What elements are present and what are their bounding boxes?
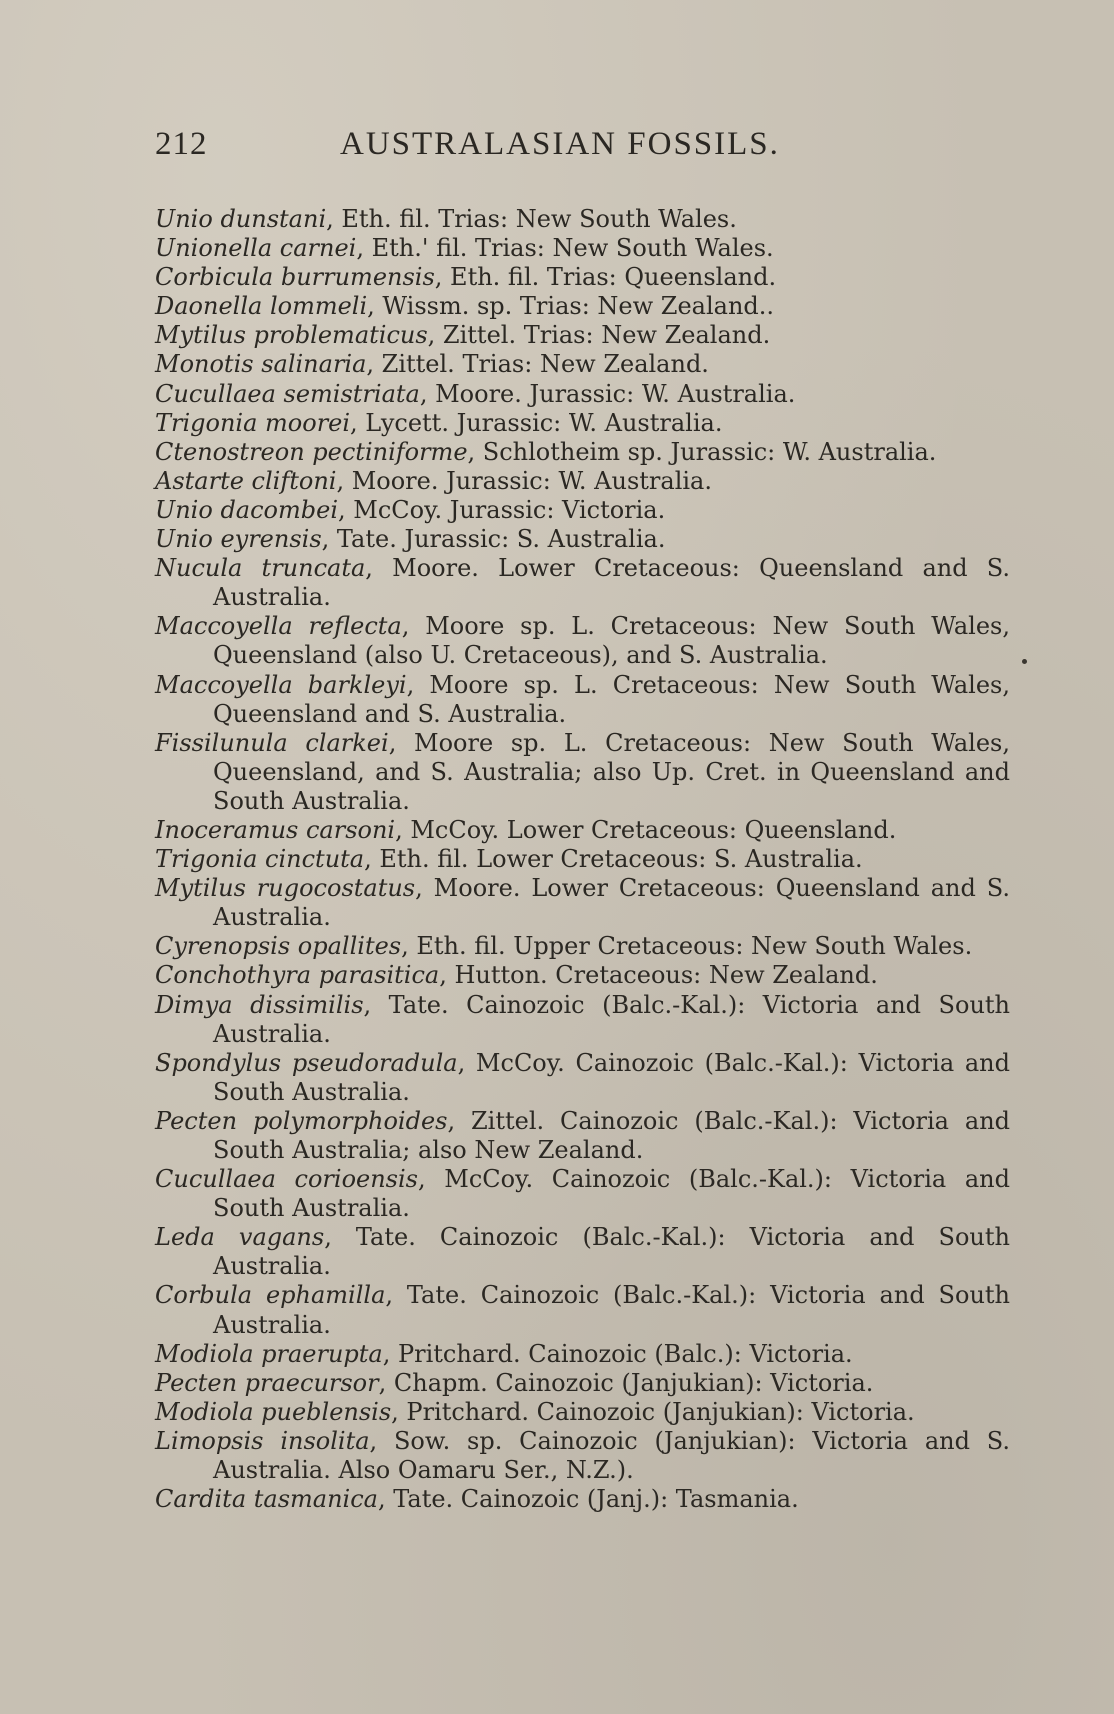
list-item bbox=[155, 1340, 1010, 1369]
species-details: , Moore. Jurassic: W. Australia. bbox=[419, 379, 796, 408]
species-name: Mytilus problematicus bbox=[155, 321, 428, 350]
list-item bbox=[155, 350, 1010, 379]
species-details: , Hutton. Cretaceous: New Zealand. bbox=[439, 961, 878, 990]
species-name: Leda vagans bbox=[155, 1223, 325, 1252]
species-name: Corbicula burrumensis bbox=[155, 263, 435, 292]
species-details: , Sow. sp. Cainozoic (Janjukian): Victoria and S. Australia. Also Oamaru Ser., N.Z.). bbox=[213, 1426, 1010, 1485]
list-item bbox=[155, 438, 1010, 467]
species-name: Monotis salinaria bbox=[155, 350, 367, 379]
species-details: , Tate. Cainozoic (Balc.-Kal.): Victoria and South Australia. bbox=[213, 1281, 1011, 1339]
species-name: Inoceramus carsoni bbox=[155, 815, 396, 844]
species-name: Trigonia moorei bbox=[155, 408, 351, 437]
species-name: Nucula truncata bbox=[155, 554, 366, 583]
species-details: , Moore. Jurassic: W. Australia. bbox=[336, 466, 712, 495]
species-details: , Tate. Cainozoic (Balc.-Kal.): Victoria and South Australia. bbox=[213, 990, 1011, 1048]
species-name: Mytilus rugocostatus bbox=[155, 874, 416, 903]
list-item bbox=[155, 409, 1010, 438]
list-item bbox=[155, 321, 1010, 350]
species-details: , Moore. Lower Cretaceous: Queensland and S. Australia. bbox=[213, 874, 1010, 932]
list-item bbox=[155, 961, 1010, 990]
species-name: Ctenostreon pectiniforme bbox=[155, 437, 468, 466]
list-item bbox=[155, 234, 1010, 263]
species-details: , Eth. fil. Upper Cretaceous: New South Wales. bbox=[401, 932, 973, 961]
list-item bbox=[155, 1369, 1010, 1398]
species-details: , Eth. fil. Lower Cretaceous: S. Australia. bbox=[364, 845, 863, 874]
list-item bbox=[155, 1107, 1010, 1165]
list-item bbox=[155, 496, 1010, 525]
species-details: , Zittel. Trias: New Zealand. bbox=[366, 350, 709, 379]
list-item bbox=[155, 612, 1010, 670]
list-item bbox=[155, 816, 1010, 845]
species-details: , Zittel. Trias: New Zealand. bbox=[427, 321, 771, 350]
list-item bbox=[155, 1223, 1010, 1281]
species-details: , McCoy. Lower Cretaceous: Queensland. bbox=[395, 815, 897, 844]
list-item bbox=[155, 467, 1010, 496]
species-details: , McCoy. Jurassic: Victoria. bbox=[338, 495, 666, 524]
species-details: , Pritchard. Cainozoic (Balc.): Victoria. bbox=[382, 1339, 853, 1368]
list-item bbox=[155, 874, 1010, 932]
species-details: , Moore sp. L. Cretaceous: New South Wales, Queensland, and S. Australia; also Up. Cret. in Queensland and South Australia. bbox=[213, 728, 1010, 815]
list-item bbox=[155, 1398, 1010, 1427]
species-name: Cucullaea semistriata bbox=[155, 379, 420, 408]
species-details: , Tate. Cainozoic (Janj.): Tasmania. bbox=[377, 1485, 799, 1514]
species-details: , McCoy. Cainozoic (Balc.-Kal.): Victoria and South Australia. bbox=[213, 1165, 1010, 1223]
species-name: Conchothyra parasitica bbox=[155, 961, 440, 990]
list-item bbox=[155, 1049, 1010, 1107]
species-name: Cucullaea corioensis bbox=[155, 1165, 418, 1194]
species-name: Daonella lommeli bbox=[155, 292, 368, 321]
species-details: , Schlotheim sp. Jurassic: W. Australia. bbox=[467, 437, 937, 466]
species-name: Spondylus pseudoradula bbox=[155, 1048, 458, 1077]
species-details: , Eth. fil. Trias: New South Wales. bbox=[326, 205, 737, 233]
species-name: Pecten polymorphoides bbox=[155, 1106, 448, 1135]
species-name: Dimya dissimilis bbox=[155, 990, 364, 1019]
list-item bbox=[155, 525, 1010, 554]
species-details: , Eth. fil. Trias: Queensland. bbox=[434, 263, 777, 292]
species-details: , Chapm. Cainozoic (Janjukian): Victoria. bbox=[378, 1368, 874, 1397]
species-name: Limopsis insolita bbox=[155, 1426, 370, 1455]
list-item bbox=[155, 205, 1010, 234]
species-details: , Eth.' fil. Trias: New South Wales. bbox=[356, 234, 774, 263]
species-name: Maccoyella reflecta bbox=[155, 612, 402, 641]
list-item bbox=[155, 991, 1010, 1049]
species-details: , Pritchard. Cainozoic (Janjukian): Victoria. bbox=[391, 1397, 915, 1426]
species-details: , Lycett. Jurassic: W. Australia. bbox=[350, 408, 723, 437]
running-title: AUSTRALASIAN FOSSILS. bbox=[340, 126, 780, 162]
list-item bbox=[155, 1427, 1010, 1485]
page-number: 212 bbox=[155, 126, 208, 162]
list-item bbox=[155, 554, 1010, 612]
species-name: Modiola pueblensis bbox=[155, 1397, 392, 1426]
list-item bbox=[155, 1165, 1010, 1223]
paper-speck bbox=[1022, 659, 1027, 664]
list-item bbox=[155, 263, 1010, 292]
species-name: Pecten praecursor bbox=[155, 1368, 379, 1397]
species-list bbox=[155, 205, 1010, 1514]
species-name: Corbula ephamilla bbox=[155, 1281, 386, 1310]
species-name: Unio dacombei bbox=[155, 495, 338, 524]
species-name: Trigonia cinctuta bbox=[155, 845, 365, 874]
species-name: Astarte cliftoni bbox=[155, 466, 337, 495]
species-details: , Wissm. sp. Trias: New Zealand.. bbox=[367, 292, 775, 321]
species-name: Unionella carnei bbox=[155, 234, 357, 263]
species-details: , Moore sp. L. Cretaceous: New South Wales, Queensland and S. Australia. bbox=[213, 670, 1010, 728]
species-details: , Moore. Lower Cretaceous: Queensland and S. Australia. bbox=[213, 554, 1010, 612]
species-details: , McCoy. Cainozoic (Balc.-Kal.): Victoria and South Australia. bbox=[213, 1048, 1010, 1106]
species-name: Maccoyella barkleyi bbox=[155, 670, 407, 699]
list-item bbox=[155, 380, 1010, 409]
list-item bbox=[155, 1485, 1010, 1514]
species-details: , Tate. Cainozoic (Balc.-Kal.): Victoria and South Australia. bbox=[213, 1223, 1010, 1281]
species-details: , Zittel. Cainozoic (Balc.-Kal.): Victoria and South Australia; also New Zealand. bbox=[213, 1106, 1011, 1164]
species-details: , Tate. Jurassic: S. Australia. bbox=[321, 525, 666, 554]
list-item bbox=[155, 1281, 1010, 1339]
page-header bbox=[155, 126, 1015, 166]
list-item bbox=[155, 729, 1010, 816]
list-item bbox=[155, 671, 1010, 729]
species-name: Fissilunula clarkei bbox=[155, 728, 389, 757]
species-name: Unio eyrensis bbox=[155, 525, 322, 554]
species-details: , Moore sp. L. Cretaceous: New South Wales, Queensland (also U. Cretaceous), and S. Australia. bbox=[213, 612, 1010, 670]
species-name: Unio dunstani bbox=[155, 205, 327, 233]
species-name: Modiola praerupta bbox=[155, 1339, 383, 1368]
species-name: Cyrenopsis opallites bbox=[155, 932, 402, 961]
list-item bbox=[155, 932, 1010, 961]
list-item bbox=[155, 292, 1010, 321]
species-name: Cardita tasmanica bbox=[155, 1485, 378, 1514]
list-item bbox=[155, 845, 1010, 874]
